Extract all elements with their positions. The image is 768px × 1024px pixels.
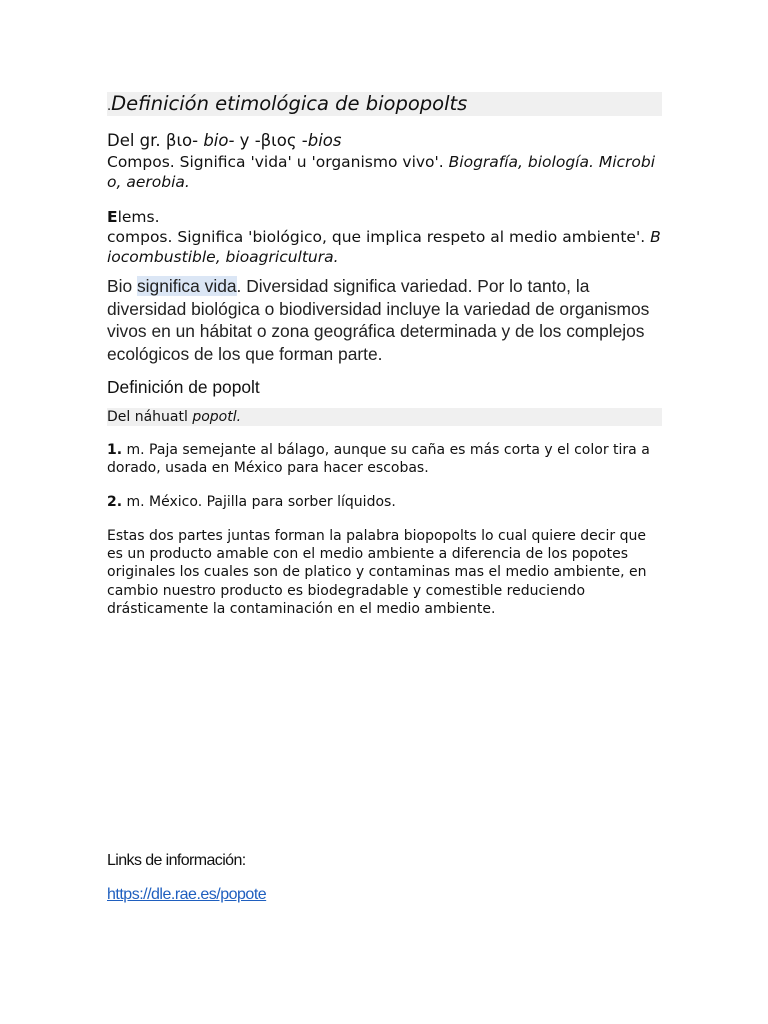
elems-heading <box>107 207 662 227</box>
etymology-head-mid: y -βιος - <box>234 131 308 150</box>
etymology-heading <box>107 131 662 151</box>
title-text: Definición etimológica de biopopolts <box>111 92 468 115</box>
elems-head-rest: lems. <box>117 208 160 226</box>
bio-post: . Diversidad significa variedad. Por lo tanto, la diversidad biológica o biodiversidad incluye la variedad de organismos vivos en un hábitat o zona geográfica determinada y de los complejos ecológicos de los que forman parte. <box>107 276 650 364</box>
elems-body-plain: compos. Significa 'biológico, que implica respeto al medio ambiente'. <box>107 228 651 246</box>
elems-body-examples: Biocombustible, bioagricultura. <box>107 228 661 266</box>
definition-2-text: m. México. Pajilla para sorber líquidos. <box>122 494 396 510</box>
etymology-body <box>107 152 662 192</box>
definition-1-text: m. Paja semejante al bálago, aunque su caña es más corta y el color tira a dorado, usada en México para hacer escobas. <box>107 442 650 476</box>
etymology-head-italic-1: bio- <box>203 131 235 150</box>
etymology-head-pre: Del gr. βιο- <box>107 131 204 150</box>
definition-2 <box>107 494 662 512</box>
section-title <box>107 92 662 116</box>
etymology-body-plain: Compos. Significa 'vida' u 'organismo vivo'. <box>107 153 449 171</box>
bio-highlight: significa vida <box>136 276 237 296</box>
title-prefix: . <box>107 99 112 114</box>
definition-1-number: 1. <box>107 442 123 458</box>
bio-pre: Bio <box>107 276 137 296</box>
definition-1 <box>107 442 662 477</box>
etymology-head-italic-2: bios <box>307 131 342 150</box>
bio-paragraph <box>107 275 662 365</box>
links-label: Links de información: <box>107 852 246 869</box>
nahuatl-origin <box>107 408 662 426</box>
elems-head-initial: E <box>107 208 118 226</box>
popolt-heading: Definición de popolt <box>107 377 260 397</box>
nahuatl-word: popotl. <box>192 409 242 425</box>
definition-2-number: 2. <box>107 494 123 510</box>
rae-link[interactable]: https://dle.rae.es/popote <box>107 886 267 903</box>
elems-body <box>107 227 662 267</box>
nahuatl-plain: Del náhuatl <box>107 409 193 425</box>
explanation-paragraph: Estas dos partes juntas forman la palabra biopopolts lo cual quiere decir que es un producto amable con el medio ambiente a diferencia de los popotes originales los cuales son de platico y contaminas mas el medio ambiente, en cambio nuestro producto es biodegradable y comestible reduciendo drásticamente la contaminación en el medio ambiente. <box>107 528 647 617</box>
etymology-body-examples: Biografía, biología. Microbio, aerobia. <box>107 153 656 191</box>
